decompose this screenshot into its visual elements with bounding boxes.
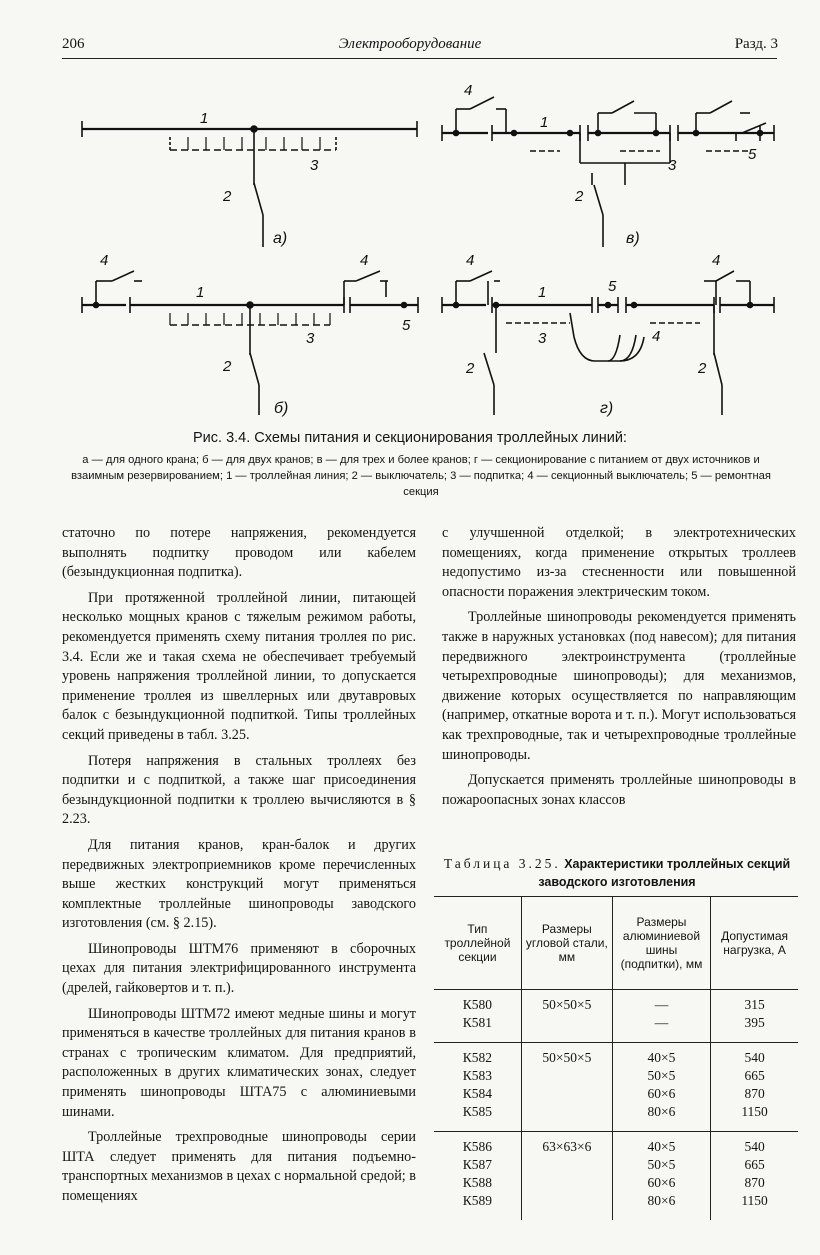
bus-cell: — —: [612, 990, 710, 1043]
label-3v: 3: [668, 157, 677, 174]
label-4g: 4: [466, 252, 475, 269]
paragraph: Шинопроводы ШТМ76 применяют в сборочных цехах для питания электрифицированного инструмента (дрелей, гайковертов и т. п.).: [62, 940, 416, 997]
circuit-figure: [60, 75, 780, 420]
table-title: [438, 855, 796, 891]
paragraph: Шинопроводы ШТМ72 имеют медные шины и могут применяться в качестве троллейных для питания кранов в странах с тропическим климатом. Для предприятий, расположенных в других климатических зонах, следует применять шинопроводы ШТА75 с алюминиевыми шинами.: [62, 1005, 416, 1120]
table-header-row: [434, 897, 798, 990]
panel-label-b: б): [274, 400, 289, 417]
label-4b: 4: [360, 252, 369, 269]
label-4g2: 4: [712, 252, 721, 269]
section-label: Разд. 3: [734, 36, 778, 52]
bus-cell: 40×5 50×5 60×6 80×6: [612, 1043, 710, 1132]
running-title: Электрооборудование: [338, 36, 482, 52]
angle-cell: 50×50×5: [521, 1043, 612, 1132]
left-column: [62, 524, 416, 1213]
label-3b: 3: [306, 330, 315, 347]
column-header: Тип троллейной секции: [434, 897, 521, 990]
label-3: 3: [310, 157, 319, 174]
paragraph: с улучшенной отделкой; в электротехнических помещениях, когда применение открытых троллеев недопустимо из-за стесненности или повышенной опасности поражения электрическим током.: [442, 525, 796, 600]
label-5b: 5: [402, 317, 411, 334]
label-4: 4: [100, 252, 109, 269]
diagram-a: [82, 110, 417, 247]
load-cell: 540 665 870 1150: [711, 1043, 798, 1132]
load-cell: 540 665 870 1150: [711, 1132, 798, 1221]
label-2: 2: [223, 188, 232, 205]
load-cell: 315 395: [711, 990, 798, 1043]
bus-cell: 40×5 50×5 60×6 80×6: [612, 1132, 710, 1221]
label-5g: 5: [608, 278, 617, 295]
page-number: 206: [62, 36, 85, 52]
panel-label-v: в): [626, 230, 640, 247]
column-header: Размеры алюминиевой шины (подпитки), мм: [612, 897, 710, 990]
table-caption: Характеристики троллейных секций заводского изготовления: [538, 857, 791, 889]
angle-cell: 50×50×5: [521, 990, 612, 1043]
header-rule: [62, 58, 777, 59]
label-1: 1: [200, 110, 209, 127]
type-cell: К580 К581: [434, 990, 521, 1043]
diagram-b: [82, 252, 418, 417]
diagram-g: [442, 252, 774, 417]
table-row: [434, 990, 798, 1043]
label-2v: 2: [575, 188, 584, 205]
panel-label-a: а): [273, 230, 288, 247]
type-cell: К586 К587 К588 К589: [462, 1139, 493, 1208]
paragraph: статочно по потере напряжения, рекомендуется выполнять подпитку проводом или кабелем (безындукционная подпитка).: [62, 525, 416, 581]
paragraph: Троллейные трехпроводные шинопроводы серии ШТА следует применять для питания подъемно-транспортных механизмов в цехах с нормальной средой; в помещениях: [62, 1129, 416, 1204]
paragraph: Для питания кранов, кран-балок и других передвижных электроприемников кроме перечисленных выше жестких конструкций могут применяться комплектные троллейные шинопроводы заводского изготовления (см. § 2.15).: [62, 836, 416, 932]
label-4v: 4: [464, 82, 473, 99]
type-cell: К582 К583 К584 К585: [434, 1043, 521, 1132]
label-4g3: 4: [652, 328, 661, 345]
angle-cell: 63×63×6: [521, 1132, 612, 1221]
label-5v: 5: [748, 146, 757, 163]
diagram-v: [442, 82, 774, 247]
label-2b: 2: [223, 358, 232, 375]
label-1g: 1: [538, 284, 547, 301]
table-row: [434, 1132, 798, 1221]
column-header: Допустимая нагрузка, А: [711, 897, 798, 990]
paragraph: Потеря напряжения в стальных троллеях без подпитки и с подпиткой, а также шаг присоединения безындукционной подпитки к троллею вычисляются в § 2.23.: [62, 752, 416, 828]
label-2g: 2: [466, 360, 475, 377]
paragraph: Допускается применять троллейные шинопроводы в пожароопасных зонах классов: [442, 772, 796, 808]
sections-table: [434, 896, 798, 1220]
label-3g: 3: [538, 330, 547, 347]
table-row: [434, 1043, 798, 1132]
paragraph: При протяженной троллейной линии, питающей несколько мощных кранов с тяжелым режимом работы, рекомендуется применять схему питания троллея по рис. 3.4. Если же и такая схема не обеспечивает требуемый уровень напряжения троллейной линии, то допускается применение троллея из швеллерных или двутавровых балок с безындукционной подпиткой. Типы троллейных секций приведены в табл. 3.25.: [62, 589, 416, 743]
paragraph: Троллейные шинопроводы рекомендуется применять также в наружных установках (под навесом); для питания передвижного электроинструмента (троллейные четырехпроводные шинопроводы); для механизмов, движение которых осуществляется по направляющим (например, откатные ворота и т. п.). Могут использоваться как трехпроводные, так и четырехпроводные троллейные шинопроводы.: [442, 609, 796, 763]
label-1v: 1: [540, 114, 549, 131]
label-1b: 1: [196, 284, 205, 301]
label-2g2: 2: [698, 360, 707, 377]
column-header: Размеры угловой стали, мм: [521, 897, 612, 990]
figure-caption-legend: а — для одного крана; б — для двух кранов; в — для трех и более кранов; г — секционирование с питанием от двух источников и взаимным резервированием; 1 — троллейная линия; 2 — выключатель; 3 — подпитка; 4 — секционный выключатель; 5 — ремонтная секция: [71, 454, 771, 498]
panel-label-g: г): [600, 400, 614, 417]
right-column: [442, 524, 796, 816]
figure-caption-title: Рис. 3.4. Схемы питания и секционирования троллейных линий:: [193, 430, 627, 446]
table-label: Таблица 3.25.: [443, 856, 561, 871]
